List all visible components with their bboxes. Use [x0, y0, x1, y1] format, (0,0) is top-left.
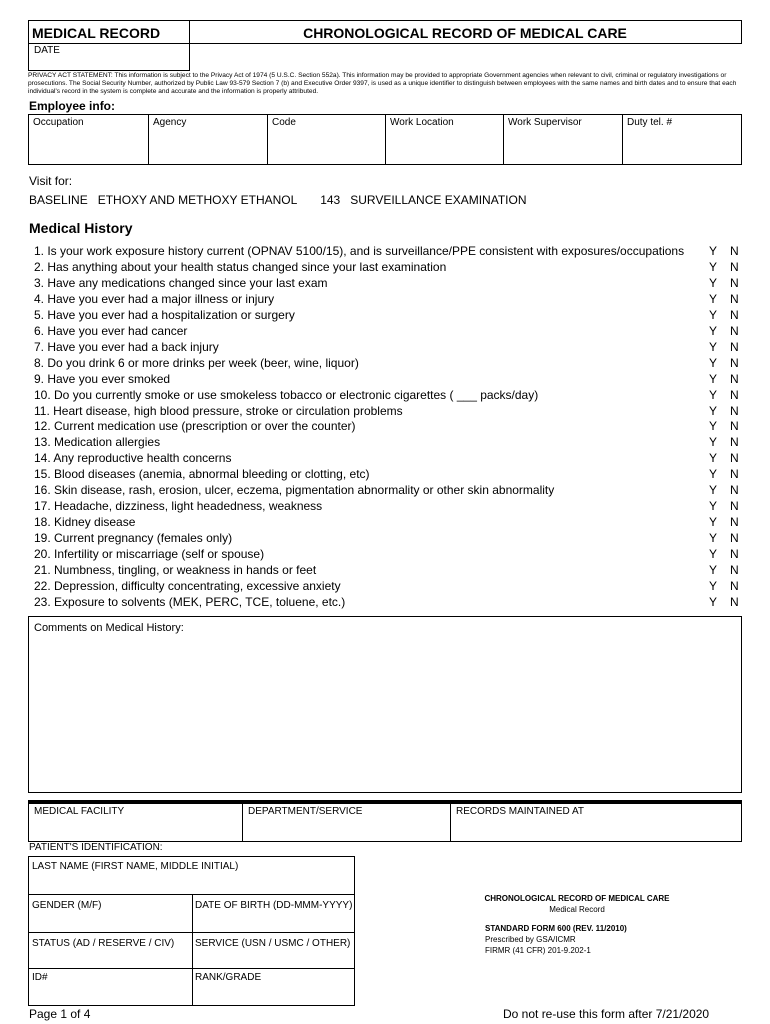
question-row: [29, 546, 742, 562]
date-field[interactable]: DATE: [28, 43, 190, 71]
last-name-row: [29, 857, 354, 895]
yes-option[interactable]: Y: [709, 578, 718, 593]
reuse-notice: Do not re-use this form after 7/21/2020: [503, 1007, 710, 1021]
question-text: 8. Do you drink 6 or more drinks per week (beer, wine, liquor): [34, 355, 359, 370]
medical-facility-field[interactable]: MEDICAL FACILITY: [29, 804, 243, 841]
question-text: 23. Exposure to solvents (MEK, PERC, TCE, toluene, etc.): [34, 594, 346, 609]
question-row: [29, 323, 742, 339]
no-option[interactable]: N: [730, 339, 739, 354]
question-row: [29, 562, 742, 578]
question-text: 13. Medication allergies: [34, 435, 161, 450]
status-service-row: [29, 933, 354, 969]
form-title: CHRONOLOGICAL RECORD OF MEDICAL CARE: [189, 20, 742, 44]
yes-option[interactable]: Y: [709, 244, 718, 258]
service-field[interactable]: SERVICE (USN / USMC / OTHER): [195, 938, 351, 949]
department-service-field[interactable]: DEPARTMENT/SERVICE: [243, 804, 451, 841]
no-option[interactable]: N: [730, 594, 739, 609]
no-option[interactable]: N: [730, 307, 739, 322]
question-text: 5. Have you ever had a hospitalization or surgery: [34, 307, 295, 322]
yes-option[interactable]: Y: [709, 387, 718, 402]
question-row: [29, 355, 742, 371]
question-row: [29, 482, 742, 498]
gender-field[interactable]: GENDER (M/F): [32, 900, 102, 911]
question-text: 2. Has anything about your health status changed since your last examination: [34, 259, 447, 274]
gender-dob-row: [29, 895, 354, 933]
yes-option[interactable]: Y: [709, 355, 718, 370]
no-option[interactable]: N: [730, 467, 739, 482]
yes-option[interactable]: Y: [709, 563, 718, 577]
firmr-reference: FIRMR (41 CFR) 201-9.202-1: [485, 946, 591, 955]
question-row: [29, 307, 742, 323]
yes-option[interactable]: Y: [709, 451, 718, 466]
question-text: 14. Any reproductive health concerns: [34, 451, 232, 466]
records-maintained-field[interactable]: RECORDS MAINTAINED AT: [456, 806, 584, 817]
question-row: [29, 498, 742, 514]
comments-field[interactable]: Comments on Medical History:: [28, 616, 742, 793]
question-text: 20. Infertility or miscarriage (self or spouse): [34, 547, 265, 562]
question-text: 17. Headache, dizziness, light headedness, weakness: [34, 499, 323, 514]
yes-option[interactable]: Y: [709, 403, 718, 418]
no-option[interactable]: N: [730, 275, 739, 290]
question-text: 15. Blood diseases (anemia, abnormal bleeding or clotting, etc): [34, 467, 370, 482]
visit-description: BASELINE ETHOXY AND METHOXY ETHANOL 143 SURVEILLANCE EXAMINATION: [29, 193, 527, 207]
employee-info-label: Employee info:: [29, 99, 116, 113]
question-text: 3. Have any medications changed since your last exam: [34, 275, 328, 290]
question-text: 9. Have you ever smoked: [34, 371, 171, 386]
standard-form-number: STANDARD FORM 600 (REV. 11/2010): [485, 924, 627, 933]
no-option[interactable]: N: [730, 259, 739, 274]
question-row: [29, 578, 742, 594]
no-option[interactable]: N: [730, 451, 739, 466]
form-info-subtitle: Medical Record: [549, 905, 605, 914]
question-text: 19. Current pregnancy (females only): [34, 531, 233, 546]
question-row: [29, 259, 742, 275]
yes-option[interactable]: Y: [709, 483, 718, 498]
question-text: 10. Do you currently smoke or use smokeless tobacco or electronic cigarettes ( ___ packs/day): [34, 387, 539, 402]
no-option[interactable]: N: [730, 499, 739, 514]
no-option[interactable]: N: [730, 355, 739, 370]
yes-option[interactable]: Y: [709, 531, 718, 546]
facility-table: [28, 804, 742, 842]
medical-history-title: Medical History: [29, 220, 133, 236]
question-text: 7. Have you ever had a back injury: [34, 339, 219, 354]
code-field[interactable]: Code: [268, 115, 386, 164]
yes-option[interactable]: Y: [709, 307, 718, 322]
no-option[interactable]: N: [730, 563, 739, 577]
yes-option[interactable]: Y: [709, 547, 718, 562]
no-option[interactable]: N: [730, 403, 739, 418]
question-row: [29, 450, 742, 466]
yes-option[interactable]: Y: [709, 259, 718, 274]
question-row: [29, 418, 742, 434]
duty-tel-field[interactable]: Duty tel. #: [627, 117, 673, 128]
question-row: [29, 594, 742, 610]
work-location-field[interactable]: Work Location: [386, 115, 504, 164]
patient-id-label: PATIENT'S IDENTIFICATION:: [29, 842, 163, 853]
employee-info-table: [28, 114, 742, 165]
no-option[interactable]: N: [730, 419, 739, 434]
no-option[interactable]: N: [730, 323, 739, 338]
yes-option[interactable]: Y: [709, 291, 718, 306]
no-option[interactable]: N: [730, 483, 739, 498]
question-row: [29, 434, 742, 450]
question-text: 1. Is your work exposure history current (OPNAV 5100/15), and is surveillance/PPE consistent with exposures/occupations: [34, 244, 685, 258]
question-text: 11. Heart disease, high blood pressure, stroke or circulation problems: [34, 403, 403, 418]
id-field[interactable]: ID#: [32, 972, 48, 983]
question-row: [29, 291, 742, 307]
yes-option[interactable]: Y: [709, 435, 718, 450]
question-row: [29, 339, 742, 355]
agency-field[interactable]: Agency: [149, 115, 268, 164]
last-name-field[interactable]: LAST NAME (FIRST NAME, MIDDLE INITIAL): [32, 861, 239, 872]
no-option[interactable]: N: [730, 531, 739, 546]
no-option[interactable]: N: [730, 435, 739, 450]
work-supervisor-field[interactable]: Work Supervisor: [504, 115, 623, 164]
rank-grade-field[interactable]: RANK/GRADE: [195, 972, 262, 983]
privacy-statement: PRIVACY ACT STATEMENT: This information is subject to the Privacy Act of 1974 (5 U.S.C. Section 552a). This information may be provided to appropriate Government agencies when relevant to civil, criminal or regulatory investigations or prosecutions. The Social Security Number, authorized by Public Law 93-579 Section 7 (b) and Executive Order 9397, is used as a unique identifier to distinguish between employees with the same names and birth dates and to ensure that each individual's record in the system is complete and accurate and the information is properly attributed.: [28, 72, 737, 95]
yes-option[interactable]: Y: [709, 275, 718, 290]
question-row: [29, 371, 742, 387]
question-row: [29, 466, 742, 482]
status-field[interactable]: STATUS (AD / RESERVE / CIV): [32, 938, 175, 949]
patient-id-table: [28, 856, 355, 1006]
question-text: 16. Skin disease, rash, erosion, ulcer, eczema, pigmentation abnormality or other skin abnormality: [34, 483, 555, 498]
no-option[interactable]: N: [730, 547, 739, 562]
id-rank-row: [29, 969, 354, 1005]
question-text: 18. Kidney disease: [34, 515, 136, 530]
visit-for-label: Visit for:: [29, 174, 73, 188]
dob-field[interactable]: DATE OF BIRTH (DD-MMM-YYYY): [195, 900, 353, 911]
prescribed-by: Prescribed by GSA/ICMR: [485, 935, 576, 944]
question-row: [29, 530, 742, 546]
question-text: 21. Numbness, tingling, or weakness in hands or feet: [34, 563, 317, 577]
yes-option[interactable]: Y: [709, 371, 718, 386]
yes-option[interactable]: Y: [709, 594, 718, 609]
no-option[interactable]: N: [730, 371, 739, 386]
yes-option[interactable]: Y: [709, 467, 718, 482]
question-row: [29, 243, 742, 259]
question-row: [29, 514, 742, 530]
question-row: [29, 387, 742, 403]
yes-option[interactable]: Y: [709, 419, 718, 434]
no-option[interactable]: N: [730, 578, 739, 593]
yes-option[interactable]: Y: [709, 499, 718, 514]
yes-option[interactable]: Y: [709, 339, 718, 354]
page-number: Page 1 of 4: [29, 1007, 91, 1021]
no-option[interactable]: N: [730, 387, 739, 402]
no-option[interactable]: N: [730, 291, 739, 306]
no-option[interactable]: N: [730, 244, 739, 258]
question-text: 4. Have you ever had a major illness or injury: [34, 291, 275, 306]
question-row: [29, 275, 742, 291]
no-option[interactable]: N: [730, 515, 739, 530]
yes-option[interactable]: Y: [709, 515, 718, 530]
question-text: 12. Current medication use (prescription or over the counter): [34, 419, 356, 434]
form-info-title: CHRONOLOGICAL RECORD OF MEDICAL CARE: [484, 894, 670, 903]
occupation-field[interactable]: Occupation: [29, 115, 149, 164]
question-text: 6. Have you ever had cancer: [34, 323, 188, 338]
yes-option[interactable]: Y: [709, 323, 718, 338]
medical-record-title: MEDICAL RECORD: [28, 20, 190, 44]
question-text: 22. Depression, difficulty concentrating, excessive anxiety: [34, 578, 341, 593]
question-row: [29, 403, 742, 419]
